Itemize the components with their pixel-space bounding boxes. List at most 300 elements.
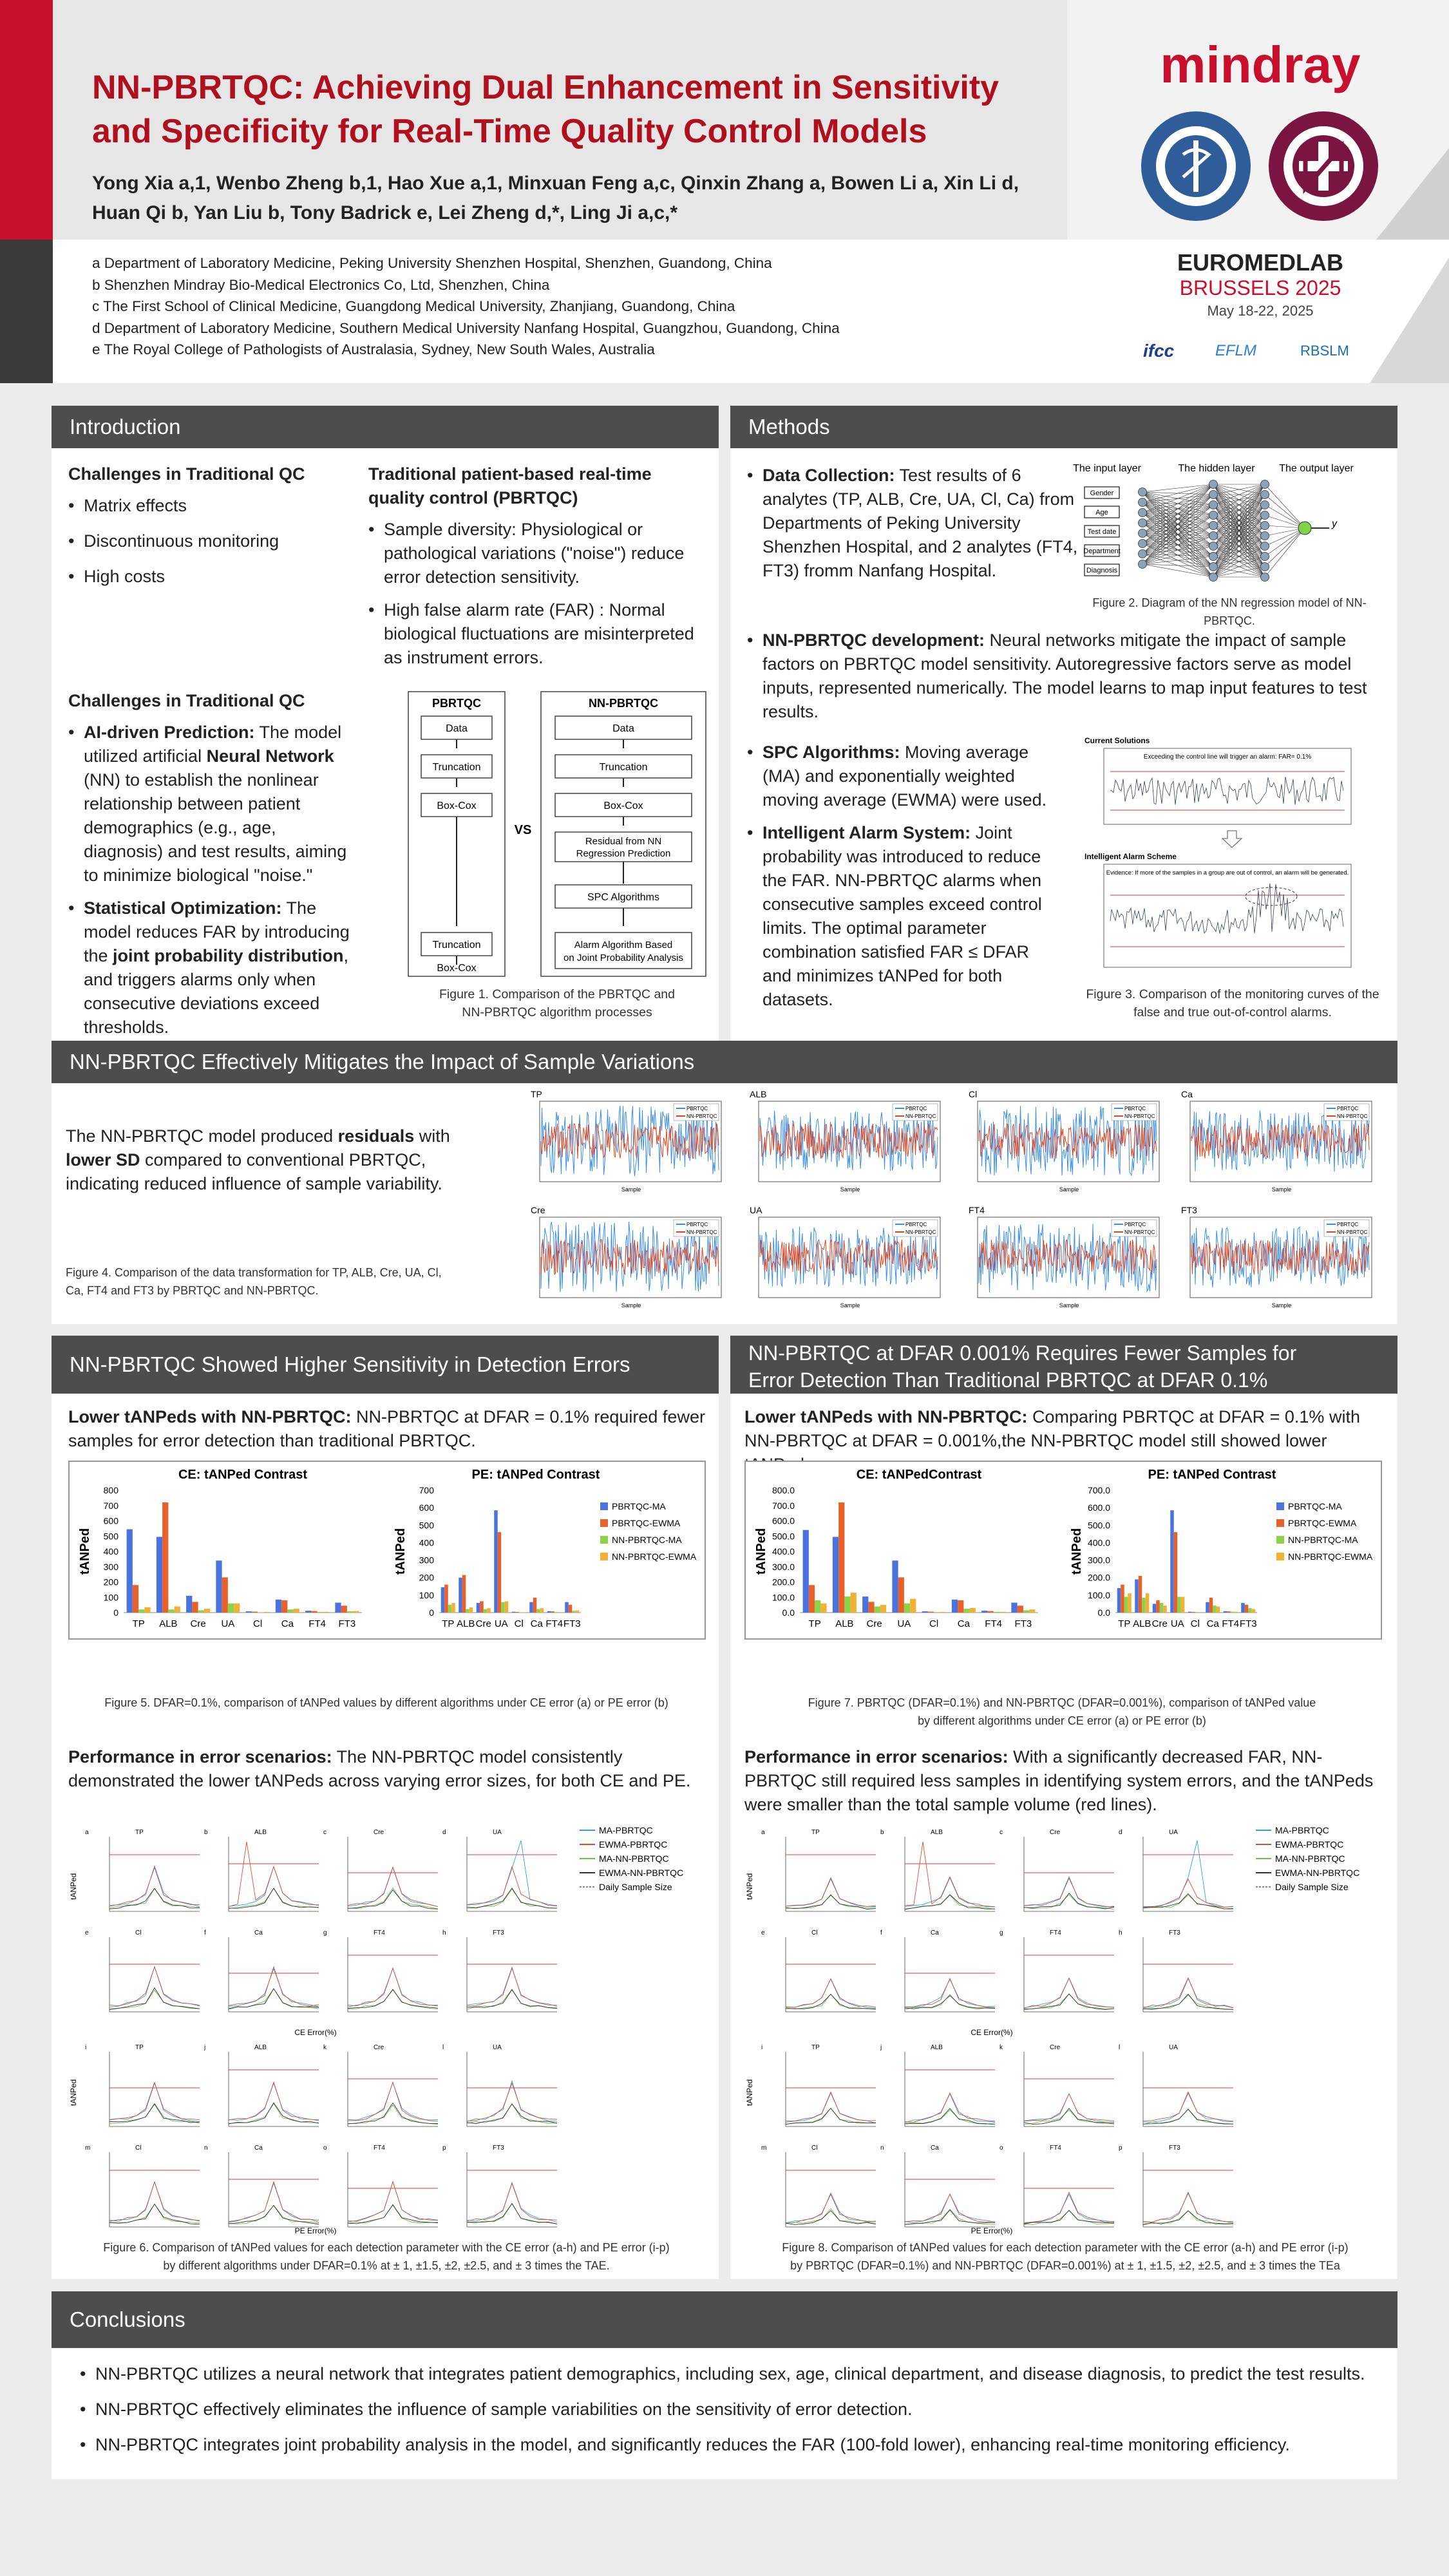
error-plot	[85, 2145, 200, 2227]
nn-node	[1261, 501, 1269, 509]
x-tick-label: Ca	[957, 1618, 970, 1629]
bar-ft4-nn-pbrtqc-ewma	[558, 1612, 562, 1613]
panel-title: Cre	[374, 2044, 384, 2051]
legend-label: PBRTQC	[687, 1222, 708, 1227]
series-line	[1143, 1978, 1233, 2008]
series-line	[109, 2103, 200, 2124]
bar-ua-pbrtqc-ewma	[222, 1577, 228, 1613]
y-tick-label: 400.0	[772, 1546, 795, 1557]
series-line	[786, 2108, 876, 2125]
x-tick-label: Cl	[514, 1618, 524, 1629]
residual-plot	[969, 1089, 1159, 1193]
error-plot	[999, 1829, 1114, 1911]
bar-ft4-nn-pbrtqc-ewma	[323, 1612, 329, 1613]
series-line	[348, 1989, 438, 2008]
x-axis-label: Sample	[840, 1302, 860, 1309]
x-tick-label: FT4	[985, 1618, 1002, 1629]
bar-cre-nn-pbrtqc-ewma	[1163, 1605, 1167, 1613]
panel-title: Cre	[374, 1829, 384, 1836]
ifcc-logo: ifcc	[1143, 341, 1175, 361]
figure-3-monitoring-curves	[1078, 734, 1387, 979]
svg-text:SPC Algorithms: SPC Algorithms	[587, 892, 660, 903]
y-tick-label: 200.0	[772, 1577, 795, 1587]
series-line	[229, 2103, 319, 2124]
panel-title: UA	[1169, 2044, 1178, 2051]
conference-city: BRUSSELS 2025	[1179, 276, 1341, 299]
legend-label: EWMA-NN-PBRTQC	[1275, 1868, 1360, 1878]
x-tick-label: FT3	[338, 1618, 356, 1629]
series-line	[786, 2092, 876, 2121]
series-line	[229, 1967, 319, 2006]
sensitivity-section	[52, 1336, 719, 2279]
series-line	[348, 2083, 438, 2121]
series-line	[348, 1968, 438, 2006]
panel-title: TP	[811, 1829, 820, 1836]
bar-alb-nn-pbrtqc-ewma	[175, 1607, 180, 1613]
y-tick-label: 100	[419, 1589, 434, 1600]
figure-8-grid	[747, 1823, 1385, 2235]
legend-label: NN-PBRTQC-MA	[612, 1535, 682, 1545]
bar-alb-pbrtqc-ma	[459, 1578, 462, 1613]
section-header: Conclusions	[52, 2291, 1397, 2348]
x-axis-label: PE Error(%)	[294, 2226, 337, 2235]
series-line	[1024, 2108, 1114, 2125]
mindray-logo: mindray	[1160, 36, 1361, 93]
panel-letter: d	[442, 1829, 446, 1836]
y-axis-label: tANPed	[745, 2079, 754, 2106]
series-line	[467, 1888, 557, 1908]
error-plot	[761, 1929, 876, 2012]
figure-5-caption: Figure 5. DFAR=0.1%, comparison of tANPed values by different algorithms under CE error (a) or PE error (b)	[104, 1696, 668, 1709]
panel-letter: d	[1119, 1829, 1122, 1836]
panel-title: ALB	[254, 2044, 267, 2051]
bar-cre-pbrtqc-ma	[477, 1603, 480, 1613]
series-line	[786, 2193, 876, 2223]
bar-ua-nn-pbrtqc-ma	[228, 1604, 234, 1613]
nn-node	[1139, 560, 1147, 569]
conclusions-list	[80, 2362, 1387, 2466]
nn-node	[1209, 532, 1218, 540]
y-tick-label: 600.0	[1087, 1502, 1110, 1513]
bar-alb-pbrtqc-ewma	[838, 1502, 844, 1613]
bar-cl-pbrtqc-ewma	[515, 1612, 519, 1613]
error-plot	[1119, 1829, 1233, 1911]
y-axis-label: tANPed	[69, 1873, 78, 1900]
y-axis-label: tANPed	[1070, 1528, 1084, 1575]
bar-ua-nn-pbrtqc-ewma	[910, 1599, 916, 1613]
residual-plot	[1181, 1205, 1372, 1309]
legend	[580, 1825, 683, 1892]
panel-letter: j	[880, 2044, 882, 2051]
logo-panel	[1067, 0, 1449, 383]
panel-letter: i	[761, 2044, 763, 2051]
residual-plot	[750, 1205, 940, 1309]
bar-cl-nn-pbrtqc-ewma	[522, 1612, 526, 1613]
error-plot	[442, 1829, 557, 1911]
affiliation: b Shenzhen Mindray Bio-Medical Electronics Co, Ltd, Shenzhen, China	[92, 276, 550, 293]
bar-cl-nn-pbrtqc-ewma	[940, 1612, 945, 1613]
dfar-lead: Lower tANPeds with NN-PBRTQC: Comparing PBRTQC at DFAR = 0.1% with NN-PBRTQC at DFAR = 0.001%,the NN-PBRTQC model still showed lower	[744, 1407, 1360, 1450]
series-line	[1024, 2094, 1114, 2123]
error-plot	[880, 2044, 995, 2126]
legend-label: PBRTQC-EWMA	[612, 1518, 681, 1528]
series-line	[1143, 2211, 1233, 2225]
legend-swatch	[600, 1502, 608, 1510]
error-plot	[323, 2145, 438, 2227]
y-tick-label: 0	[113, 1607, 118, 1618]
y-tick-label: 500	[103, 1531, 118, 1542]
panel-title: FT3	[1169, 2145, 1180, 2152]
svg-text:Residual from NN: Residual from NN	[585, 836, 662, 847]
rbslm-logo: RBSLM	[1300, 343, 1349, 359]
section-header: Introduction	[52, 406, 719, 448]
panel-title: TP	[811, 2044, 820, 2051]
series-line	[786, 1878, 876, 1907]
series-line	[109, 1967, 200, 2006]
y-tick-label: 0	[429, 1607, 434, 1618]
bar-cre-pbrtqc-ewma	[480, 1601, 484, 1613]
svg-text:Evidence: If more of the sampl: Evidence: If more of the samples in a group are out of control, an alarm will be generated.	[1106, 869, 1349, 876]
dark-accent-bar	[0, 240, 53, 383]
panel-title: FT4	[1050, 1929, 1061, 1937]
x-tick-label: FT4	[1222, 1618, 1240, 1629]
nn-node	[1209, 501, 1218, 509]
panel-title: UA	[493, 2044, 502, 2051]
bar-cl-pbrtqc-ewma	[928, 1612, 934, 1613]
x-tick-label: Ca	[530, 1618, 543, 1629]
residual-plot	[750, 1089, 940, 1193]
x-tick-label: Cl	[1190, 1618, 1200, 1629]
bar-alb-nn-pbrtqc-ewma	[469, 1607, 473, 1613]
legend-swatch	[600, 1519, 608, 1527]
y-axis-label: tANPed	[754, 1528, 768, 1575]
list-item: • NN-PBRTQC utilizes a neural network that integrates patient demographics, including sex, age, clinical department, and disease diagnosis, to predict the test results.	[80, 2362, 1387, 2386]
list-item: • Sample diversity: Physiological or pathological variations ("noise") reduce error detection sensitivity.	[368, 518, 706, 589]
panel-letter: m	[761, 2145, 767, 2152]
bar-ca-nn-pbrtqc-ewma	[540, 1608, 544, 1613]
list-item: • AI-driven Prediction: The model utilized artificial Neural Network (NN) to establish the nonlinear relationship between patient demographics (e.g., age, diagnosis) and test results, aiming to minimize biological "noise."	[68, 721, 355, 887]
panel-title: ALB	[254, 1829, 267, 1836]
panel-title: Cl	[811, 1929, 818, 1937]
plot-title: TP	[531, 1089, 542, 1099]
bar-alb-nn-pbrtqc-ma	[844, 1596, 850, 1613]
legend-label: NN-PBRTQC	[687, 1229, 717, 1235]
figure-1-caption: Figure 1. Comparison of the PBRTQC and NN-PBRTQC algorithm processes	[439, 987, 675, 1019]
y-tick-label: 400.0	[1087, 1537, 1110, 1548]
y-tick-label: 600	[419, 1502, 434, 1513]
panel-letter: c	[323, 1829, 327, 1836]
bar-alb-pbrtqc-ma	[1135, 1579, 1139, 1613]
figure-7b-chart	[1069, 1464, 1378, 1638]
bar-ca-pbrtqc-ma	[276, 1600, 281, 1613]
bar-alb-nn-pbrtqc-ma	[466, 1609, 469, 1613]
series-line	[786, 1879, 876, 1907]
bar-tp-nn-pbrtqc-ewma	[820, 1604, 826, 1613]
bar-cre-nn-pbrtqc-ewma	[204, 1609, 210, 1613]
svg-text:Truncation: Truncation	[432, 762, 481, 773]
nn-node	[1209, 480, 1218, 489]
error-plot	[999, 2044, 1114, 2126]
y-tick-label: 700.0	[772, 1500, 795, 1511]
nn-node	[1209, 573, 1218, 582]
bar-cl-pbrtqc-ma	[1188, 1612, 1192, 1613]
svg-text:Diagnosis: Diagnosis	[1086, 567, 1118, 574]
series-line	[229, 1989, 319, 2009]
bar-ua-pbrtqc-ewma	[498, 1532, 502, 1613]
panel-letter: j	[204, 2044, 206, 2051]
x-tick-label: FT4	[308, 1618, 326, 1629]
bar-ft4-pbrtqc-ewma	[1227, 1611, 1231, 1613]
series-line	[229, 1888, 319, 1908]
pku-seal-icon	[1141, 111, 1251, 221]
residual-plot	[1181, 1089, 1372, 1193]
x-tick-label: UA	[897, 1618, 911, 1629]
bar-ft4-pbrtqc-ma	[547, 1611, 551, 1613]
bar-ft3-nn-pbrtqc-ewma	[1029, 1609, 1035, 1613]
series-line	[348, 1968, 438, 2007]
bar-tp-nn-pbrtqc-ewma	[144, 1607, 150, 1613]
nn-node	[1261, 573, 1269, 582]
series-line	[109, 1967, 200, 2007]
y-tick-label: 100.0	[772, 1592, 795, 1603]
panel-letter: p	[442, 2145, 446, 2152]
figure-5a-chart	[77, 1464, 393, 1638]
svg-text:Test date: Test date	[1087, 528, 1117, 536]
bar-ua-pbrtqc-ma	[1170, 1510, 1174, 1613]
series-line	[905, 1979, 995, 2007]
y-tick-label: 300.0	[1087, 1555, 1110, 1566]
bar-ca-pbrtqc-ewma	[533, 1598, 537, 1613]
bar-cre-pbrtqc-ewma	[868, 1602, 874, 1613]
panel-letter: n	[204, 2145, 208, 2152]
bar-ft3-nn-pbrtqc-ma	[1023, 1610, 1029, 1613]
legend-swatch	[1276, 1502, 1284, 1510]
list-item: • NN-PBRTQC effectively eliminates the influence of sample variabilities on the sensitivity of error detection.	[80, 2398, 1387, 2421]
x-axis-label: Sample	[1271, 1302, 1292, 1309]
legend-label: NN-PBRTQC	[1124, 1113, 1155, 1119]
list-item: • NN-PBRTQC development: Neural networks mitigate the impact of sample factors on PBRTQC model sensitivity. Autoregressive factors serve as model inputs, represented numerically. The model learns to map input features to test results.	[747, 629, 1391, 724]
x-axis-label: CE Error(%)	[971, 2028, 1013, 2037]
bar-ft3-pbrtqc-ma	[335, 1603, 341, 1613]
legend	[1256, 1825, 1359, 1892]
series-line	[1143, 2192, 1233, 2222]
panel-letter: c	[999, 1829, 1003, 1836]
bar-ft4-nn-pbrtqc-ewma	[999, 1612, 1005, 1613]
svg-text:Truncation: Truncation	[432, 940, 481, 951]
residual-plot	[531, 1205, 721, 1309]
series-line	[348, 2182, 438, 2222]
y-tick-label: 200	[103, 1577, 118, 1587]
series-line	[229, 2083, 319, 2121]
series-line	[348, 2205, 438, 2223]
bar-ua-nn-pbrtqc-ewma	[1181, 1597, 1185, 1613]
legend-label: NN-PBRTQC-EWMA	[612, 1551, 697, 1562]
svg-text:Box-Cox: Box-Cox	[603, 800, 643, 811]
error-plot	[442, 2145, 557, 2227]
panel-letter: g	[323, 1929, 327, 1937]
bar-ft4-pbrtqc-ewma	[311, 1611, 317, 1613]
series-line	[229, 2082, 319, 2120]
panel-letter: p	[1119, 2145, 1122, 2152]
series-line	[467, 1990, 557, 2009]
list-item: • NN-PBRTQC integrates joint probability analysis in the model, and significantly reduces the FAR (100-fold lower), enhancing real-time monitoring efficiency.	[80, 2433, 1387, 2457]
bar-tp-pbrtqc-ewma	[444, 1585, 448, 1613]
legend-label: MA-PBRTQC	[599, 1825, 653, 1835]
error-plot	[1119, 2145, 1233, 2227]
series-line	[229, 1969, 319, 2007]
nn-node	[1139, 529, 1147, 538]
bar-ft3-pbrtqc-ewma	[1245, 1605, 1249, 1613]
y-tick-label: 500.0	[1087, 1520, 1110, 1531]
panel-title: Cl	[811, 2145, 818, 2152]
svg-text:Data: Data	[446, 723, 468, 734]
panel-letter: h	[442, 1929, 446, 1937]
panel-letter: m	[85, 2145, 91, 2152]
panel-title: FT4	[1050, 2145, 1061, 2152]
series-line	[467, 2081, 557, 2121]
bar-alb-nn-pbrtqc-ewma	[1146, 1593, 1150, 1613]
figure-5b-chart	[393, 1464, 702, 1638]
bar-tp-nn-pbrtqc-ma	[815, 1600, 820, 1613]
x-tick-label: ALB	[159, 1618, 178, 1629]
bar-ca-nn-pbrtqc-ewma	[970, 1608, 976, 1613]
legend-label: PBRTQC	[1124, 1222, 1146, 1227]
svg-text:Intelligent Alarm Scheme: Intelligent Alarm Scheme	[1084, 852, 1177, 861]
svg-text:Truncation: Truncation	[599, 762, 648, 773]
series-line	[467, 2083, 557, 2121]
y-tick-label: 200.0	[1087, 1572, 1110, 1583]
y-tick-label: 300	[103, 1561, 118, 1572]
list-item: • Statistical Optimization: The model reduces FAR by introducing the joint probability distribution, and triggers alarms only when consecutive deviations exceed thresholds.	[68, 896, 355, 1039]
bar-cl-pbrtqc-ewma	[1191, 1612, 1195, 1613]
figure-4-residual-plots	[528, 1088, 1385, 1320]
svg-text:The hidden layer: The hidden layer	[1178, 463, 1255, 474]
series-line	[348, 1990, 438, 2009]
bar-ft4-pbrtqc-ewma	[551, 1611, 554, 1613]
panel-title: Cl	[135, 1929, 142, 1937]
panel-title: Ca	[254, 2145, 263, 2152]
series-line	[467, 1889, 557, 1908]
bar-ft4-nn-pbrtqc-ma	[554, 1612, 558, 1613]
panel-title: TP	[135, 2044, 144, 2051]
panel-letter: f	[880, 1929, 882, 1937]
error-plot	[880, 2145, 995, 2227]
series-line	[467, 2104, 557, 2123]
bar-ca-pbrtqc-ewma	[958, 1600, 963, 1613]
bar-alb-pbrtqc-ewma	[462, 1575, 466, 1613]
figure-6-caption: Figure 6. Comparison of tANPed values for each detection parameter with the CE error (a-h) and PE error (i-p) by different algorithms under DFAR=0.1% at ± 1, ±1.5, ±2, ±2.5, and ± 3 times the TAE.	[103, 2241, 670, 2272]
nn-node	[1139, 550, 1147, 558]
x-axis-label: Sample	[1059, 1186, 1079, 1193]
bar-ua-nn-pbrtqc-ma	[904, 1604, 910, 1613]
x-tick-label: ALB	[457, 1618, 475, 1629]
legend-label: PBRTQC	[1337, 1106, 1359, 1112]
x-tick-label: Cre	[1151, 1618, 1168, 1629]
figure-6-grid	[71, 1823, 708, 2235]
series-line	[229, 2205, 319, 2224]
error-plot	[204, 2145, 319, 2227]
series-line	[109, 2182, 200, 2221]
error-plot	[880, 1929, 995, 2012]
spc-ias-block	[747, 741, 1063, 1021]
svg-text:The output layer: The output layer	[1279, 463, 1354, 474]
bar-ft3-nn-pbrtqc-ewma	[353, 1611, 359, 1613]
x-tick-label: Cre	[190, 1618, 206, 1629]
x-axis-label: PE Error(%)	[971, 2226, 1013, 2235]
conference-name: EUROMEDLAB	[1177, 249, 1343, 276]
y-tick-label: 300.0	[772, 1561, 795, 1572]
series-line	[786, 1979, 876, 2007]
svg-text:The input layer: The input layer	[1073, 463, 1141, 474]
x-tick-label: Cre	[866, 1618, 882, 1629]
y-tick-label: 400	[103, 1546, 118, 1557]
y-tick-label: 500.0	[772, 1531, 795, 1542]
series-line	[786, 1994, 876, 2009]
panel-title: Ca	[254, 1929, 263, 1937]
x-axis-label: Sample	[621, 1186, 641, 1193]
series-line	[1143, 2093, 1233, 2122]
legend-label: PBRTQC	[905, 1222, 927, 1227]
authors: Yong Xia a,1, Wenbo Zheng b,1, Hao Xue a,1, Minxuan Feng a,c, Qinxin Zhang a, Bowen Li a, Xin Li d, Huan Qi b, Yan Liu b, Tony Badrick e, Lei Zheng d,*, Ling Ji a,c,*	[92, 173, 1019, 223]
panel-title: Cl	[135, 2145, 142, 2152]
bar-ca-pbrtqc-ma	[952, 1600, 958, 1613]
bar-ua-pbrtqc-ewma	[1174, 1532, 1178, 1613]
bar-tp-pbrtqc-ewma	[1121, 1585, 1124, 1613]
figure-3-caption: Figure 3. Comparison of the monitoring curves of the false and true out-of-control alarms.	[1086, 987, 1379, 1019]
chart-title: CE: tANPed Contrast	[178, 1468, 308, 1482]
series-line	[1143, 1978, 1233, 2007]
residual-plot	[531, 1089, 721, 1193]
affiliations	[92, 252, 1045, 361]
sensitivity-lead: Lower tANPeds with NN-PBRTQC: NN-PBRTQC at DFAR = 0.1% required fewer samples for error detection than traditional PBRTQC.	[68, 1407, 705, 1450]
panel-title: FT3	[1169, 1929, 1180, 1937]
list-item: • Matrix effects	[68, 494, 345, 518]
x-tick-label: ALB	[835, 1618, 854, 1629]
series-line	[467, 1968, 557, 2006]
bar-tp-pbrtqc-ewma	[809, 1585, 815, 1613]
series-line	[229, 1842, 319, 1907]
legend-label: PBRTQC	[905, 1106, 927, 1112]
residual-plot	[969, 1205, 1159, 1309]
bar-ca-pbrtqc-ma	[1206, 1602, 1209, 1613]
bar-cre-nn-pbrtqc-ma	[198, 1610, 204, 1613]
nn-node	[1261, 480, 1269, 489]
variation-text: The NN-PBRTQC model produced residuals with lower SD compared to conventional PBRTQC, indicating reduced influence of sample variability.	[66, 1126, 450, 1193]
series-line	[905, 1978, 995, 2007]
series-line	[109, 2204, 200, 2224]
bar-cre-pbrtqc-ewma	[192, 1602, 198, 1613]
series-line	[109, 1889, 200, 1908]
affiliation: a Department of Laboratory Medicine, Peking University Shenzhen Hospital, Shenzhen, Guandong, China	[92, 255, 772, 271]
series-line	[1143, 2109, 1233, 2125]
series-line	[1024, 1994, 1114, 2009]
bar-ft4-pbrtqc-ewma	[987, 1611, 993, 1613]
y-tick-label: 700	[419, 1485, 434, 1495]
legend-label: Daily Sample Size	[1275, 1882, 1349, 1892]
bar-ca-pbrtqc-ewma	[1209, 1598, 1213, 1613]
nn-node	[1261, 563, 1269, 571]
series-line	[109, 2204, 200, 2223]
section-header: Methods	[730, 406, 1397, 448]
series-line	[348, 2204, 438, 2223]
panel-letter: n	[880, 2145, 884, 2152]
bar-ft3-nn-pbrtqc-ma	[1248, 1608, 1252, 1613]
panel-title: Cre	[1050, 2044, 1061, 2051]
bar-ft3-pbrtqc-ewma	[569, 1605, 573, 1613]
series-line	[1024, 1877, 1114, 1907]
bar-tp-pbrtqc-ma	[803, 1530, 809, 1613]
series-line	[1024, 1893, 1114, 1909]
